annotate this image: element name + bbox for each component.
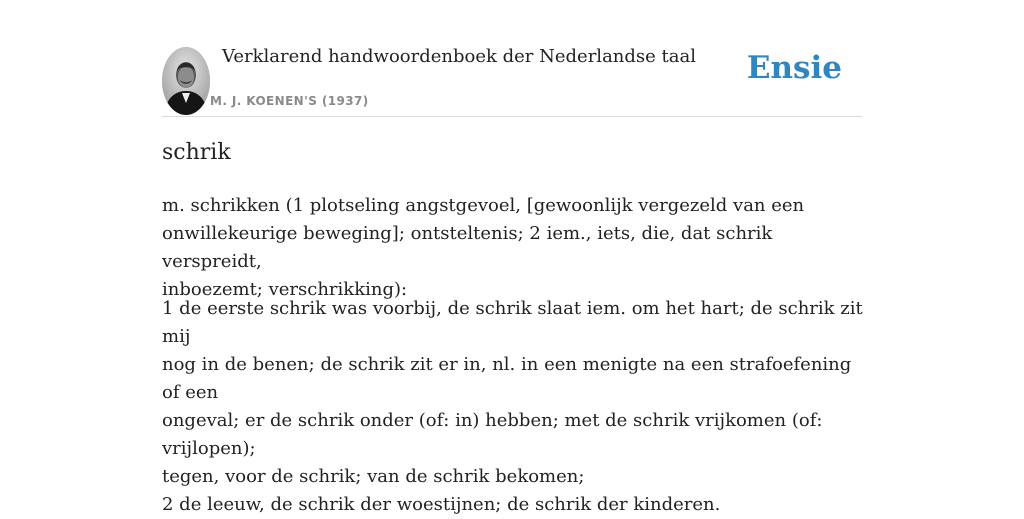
example-line: 2 de leeuw, de schrik der woestijnen; de schrik der kinderen. (162, 494, 721, 515)
example-line: tegen, voor de schrik; van de schrik bekomen; (162, 466, 585, 487)
definition-line: m. schrikken (1 plotseling angstgevoel, [gewoonlijk vergezeld van een (162, 195, 805, 216)
book-subtitle: M. J. KOENEN'S (1937) (210, 94, 369, 108)
example-line: nog in de benen; de schrik zit er in, nl. in een menigte na een strafoefening of een (162, 354, 852, 403)
header (162, 0, 862, 117)
page-container (162, 0, 863, 515)
definition-line: inboezemt; verschrikking): (162, 279, 408, 300)
entry-headword: schrik (162, 140, 231, 165)
author-portrait-icon (162, 47, 210, 115)
example-line: ongeval; er de schrik onder (of: in) hebben; met de schrik vrijkomen (of: vrijlopen); (162, 410, 823, 459)
example-line: 1 de eerste schrik was voorbij, de schrik slaat iem. om het hart; de schrik zit mij (162, 298, 863, 347)
definition-line: onwillekeurige beweging]; ontsteltenis; 2 iem., iets, die, dat schrik verspreidt, (162, 223, 773, 272)
entry-examples (162, 295, 872, 519)
book-title[interactable]: Verklarend handwoordenboek der Nederlandse taal (222, 46, 696, 67)
entry-definition (162, 192, 872, 304)
brand-logo[interactable]: Ensie (746, 50, 842, 86)
